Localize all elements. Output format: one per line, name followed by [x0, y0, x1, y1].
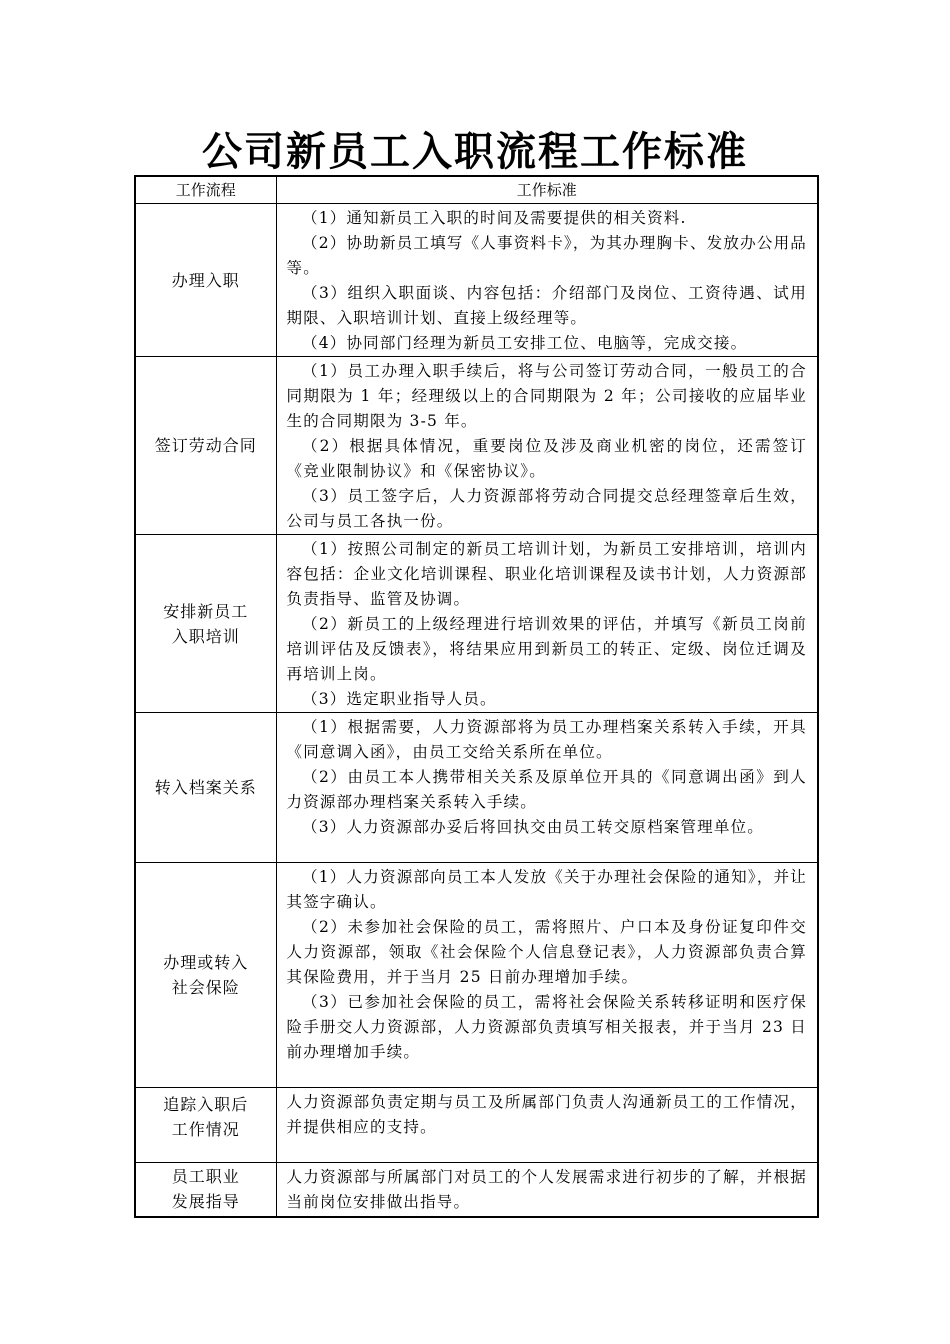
step-label: 办理或转入 — [163, 953, 249, 972]
standard-item: （2）未参加社会保险的员工，需将照片、户口本及身份证复印件交人力资源部，领取《社会保险个人信息登记表》，人力资源部负责合算其保险费用，并于当月 25 日前办理增加手续。 — [286, 918, 807, 986]
standard-item: （1）通知新员工入职的时间及需要提供的相关资料. — [302, 209, 687, 227]
header-standard: 工作标准 — [276, 176, 818, 204]
standard-item: （2）协助新员工填写《人事资料卡》，为其办理胸卡、发放办公用品等。 — [286, 234, 807, 277]
standard-cell — [276, 863, 818, 1088]
step-label: 转入档案关系 — [154, 778, 257, 797]
standard-item: （3）员工签字后，人力资源部将劳动合同提交总经理签章后生效，公司与员工各执一份。 — [286, 487, 807, 530]
step-cell — [135, 1088, 276, 1163]
standard-item: （3）人力资源部办妥后将回执交由员工转交原档案管理单位。 — [302, 818, 764, 836]
standards-table — [134, 175, 819, 1218]
step-cell — [135, 357, 276, 535]
step-label: 追踪入职后 — [163, 1095, 249, 1114]
table-row — [135, 863, 818, 1088]
standard-item: （1）根据需要，人力资源部将为员工办理档案关系转入手续，开具《同意调入函》，由员工交给关系所在单位。 — [286, 718, 807, 761]
table-row — [135, 535, 818, 713]
standard-cell — [276, 1088, 818, 1163]
table-row — [135, 1088, 818, 1163]
standard-item: （2）由员工本人携带相关关系及原单位开具的《同意调出函》到人力资源部办理档案关系转入手续。 — [286, 768, 807, 811]
table-row — [135, 1163, 818, 1217]
document-title: 公司新员工入职流程工作标准 — [202, 129, 748, 175]
step-label: 发展指导 — [171, 1192, 240, 1212]
step-cell — [135, 713, 276, 863]
standard-item: （2）根据具体情况，重要岗位及涉及商业机密的岗位，还需签订《竞业限制协议》和《保密协议》。 — [286, 437, 807, 480]
standard-cell — [276, 357, 818, 535]
standard-item: （3）选定职业指导人员。 — [302, 690, 497, 708]
step-cell — [135, 535, 276, 713]
step-cell — [135, 1163, 276, 1217]
standard-item: 人力资源部与所属部门对员工的个人发展需求进行初步的了解，并根据当前岗位安排做出指导。 — [286, 1168, 807, 1211]
step-label: 安排新员工 — [163, 601, 249, 621]
step-cell — [135, 863, 276, 1088]
step-label: 工作情况 — [171, 1120, 240, 1139]
standard-cell — [276, 204, 818, 357]
standard-item: （1）员工办理入职手续后，将与公司签订劳动合同，一般员工的合同期限为 1 年；经理级以上的合同期限为 2 年；公司接收的应届毕业生的合同期限为 3-5 年。 — [286, 362, 807, 430]
step-label: 员工职业 — [171, 1167, 240, 1187]
standard-cell — [276, 713, 818, 863]
standard-cell — [276, 1163, 818, 1217]
standard-item: 人力资源部负责定期与员工及所属部门负责人沟通新员工的工作情况，并提供相应的支持。 — [286, 1093, 807, 1136]
header-workflow: 工作流程 — [135, 176, 276, 204]
standard-cell — [276, 535, 818, 713]
standard-item: （1）人力资源部向员工本人发放《关于办理社会保险的通知》，并让其签字确认。 — [286, 868, 807, 911]
table-row — [135, 713, 818, 863]
step-label: 办理入职 — [171, 270, 240, 290]
standard-item: （3）已参加社会保险的员工，需将社会保险关系转移证明和医疗保险手册交人力资源部，人力资源部负责填写相关报表，并于当月 23 日前办理增加手续。 — [286, 993, 807, 1061]
standard-item: （4）协同部门经理为新员工安排工位、电脑等，完成交接。 — [302, 334, 748, 352]
table-header-row — [135, 176, 818, 204]
step-label: 入职培训 — [171, 626, 240, 646]
standard-item: （1）按照公司制定的新员工培训计划，为新员工安排培训，培训内容包括：企业文化培训课程、职业化培训课程及读书计划，人力资源部负责指导、监管及协调。 — [286, 540, 807, 608]
step-label: 签订劳动合同 — [154, 436, 257, 455]
step-label: 社会保险 — [171, 978, 240, 997]
standard-item: （2）新员工的上级经理进行培训效果的评估，并填写《新员工岗前培训评估及反馈表》，将结果应用到新员工的转正、定级、岗位迁调及再培训上岗。 — [286, 615, 807, 683]
step-cell — [135, 204, 276, 357]
standard-item: （3）组织入职面谈、内容包括：介绍部门及岗位、工资待遇、试用期限、入职培训计划、直接上级经理等。 — [286, 284, 807, 327]
table-row — [135, 357, 818, 535]
table-row — [135, 204, 818, 357]
